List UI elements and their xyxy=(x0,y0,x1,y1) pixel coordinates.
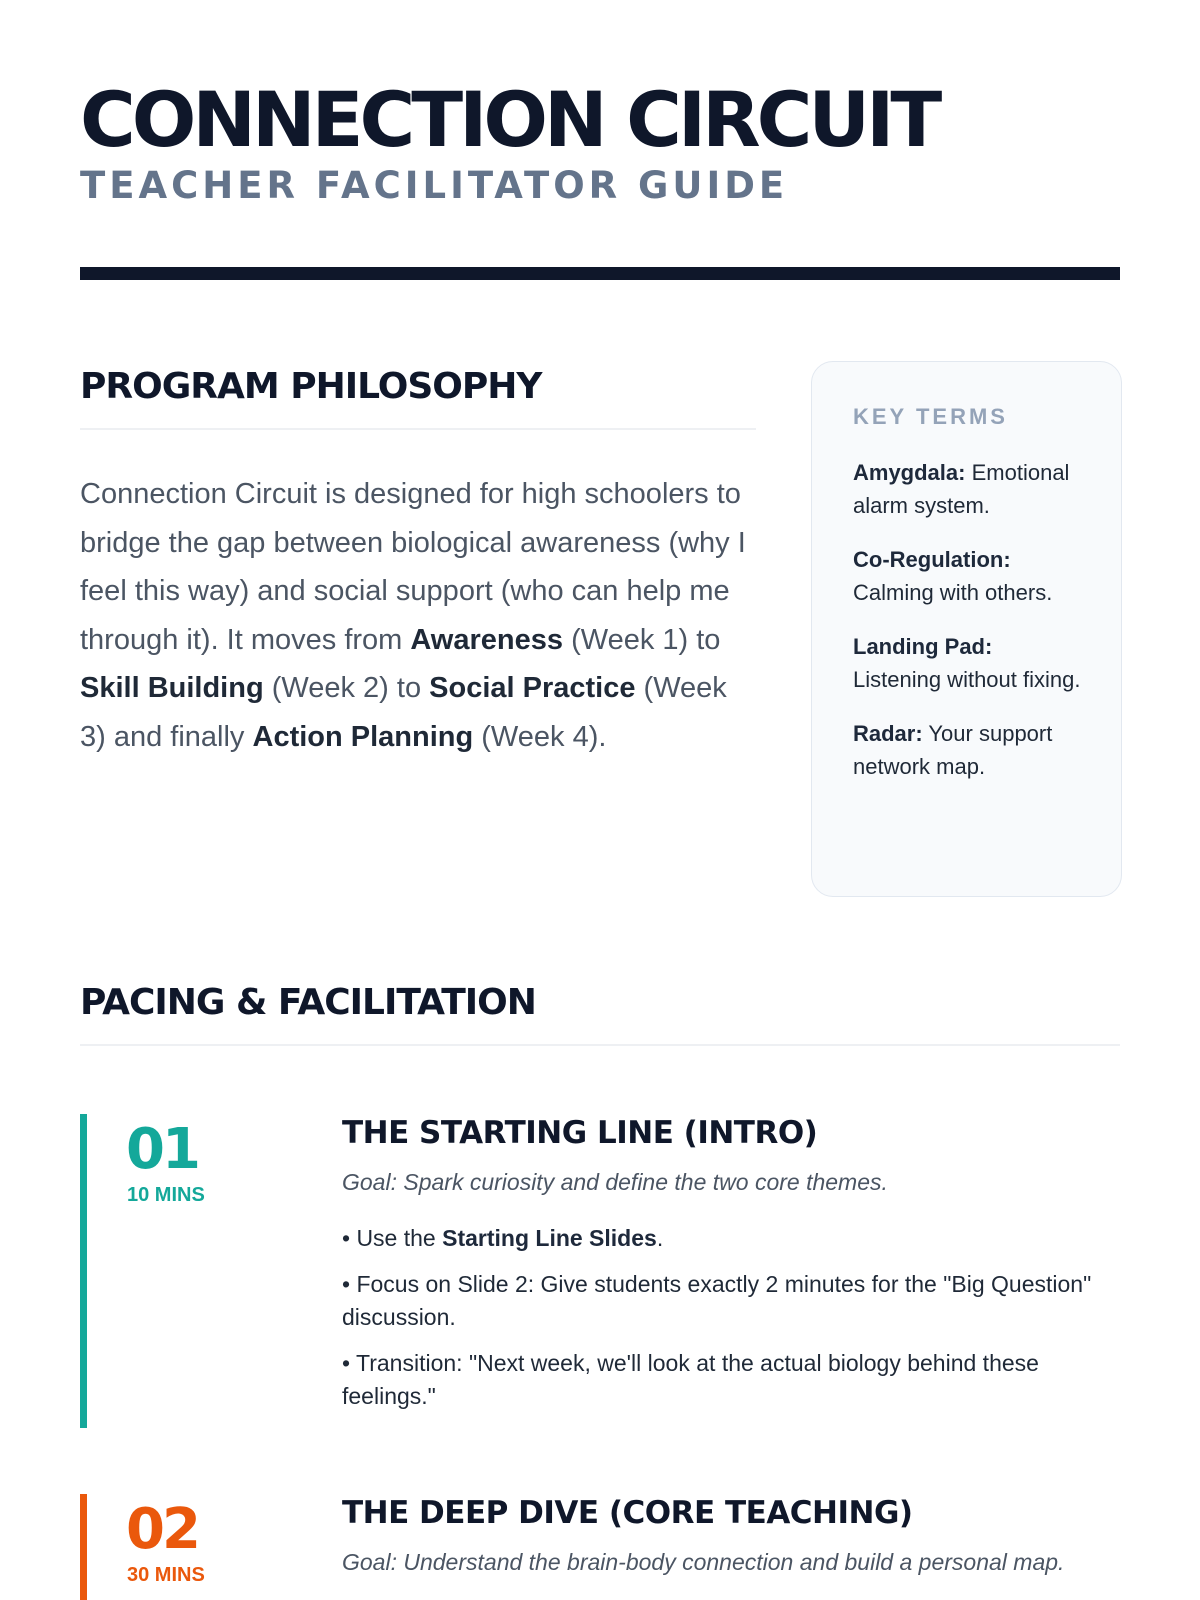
step-duration: 30 MINS xyxy=(127,1564,205,1586)
philosophy-text-segment: (Week 3) and finally xyxy=(80,672,727,753)
term-name: Radar: xyxy=(853,721,923,746)
philosophy-text-segment: (Week 1) to xyxy=(563,623,721,656)
key-term-co-regulation xyxy=(853,543,1081,609)
key-term-amygdala xyxy=(853,456,1081,522)
instruction-item xyxy=(342,1347,1122,1413)
instruction-text: . xyxy=(656,1225,664,1251)
page-subtitle: TEACHER FACILITATOR GUIDE xyxy=(80,164,789,207)
instruction-text: • Use the xyxy=(342,1225,443,1251)
term-name: Co-Regulation: xyxy=(853,547,1011,572)
term-definition: Listening without fixing. xyxy=(853,667,1081,692)
phase-social-practice: Social Practice xyxy=(429,672,636,704)
term-name: Landing Pad: xyxy=(853,634,993,659)
philosophy-paragraph xyxy=(80,470,760,761)
pacing-step-02 xyxy=(80,1494,1140,1600)
term-name: Amygdala: xyxy=(853,460,966,485)
header-divider xyxy=(80,267,1120,280)
key-term-landing-pad xyxy=(853,630,1081,696)
step-title: THE DEEP DIVE (CORE TEACHING) xyxy=(342,1495,913,1531)
term-definition: Emotional alarm system. xyxy=(853,460,1070,518)
instruction-item xyxy=(342,1222,1122,1255)
term-definition: Your support network map. xyxy=(853,721,1053,779)
phase-awareness: Awareness xyxy=(410,623,564,656)
step-instructions xyxy=(342,1222,1122,1413)
phase-skill-building: Skill Building xyxy=(80,672,264,704)
instruction-emphasis: Starting Line Slides xyxy=(442,1225,657,1251)
instruction-text: • Focus on Slide 2: Give students exactly 2 minutes for the "Big Question" discussion. xyxy=(342,1271,1092,1330)
pacing-heading: PACING & FACILITATION xyxy=(80,982,536,1023)
step-goal: Goal: Understand the brain-body connection and build a personal map. xyxy=(342,1549,1065,1575)
philosophy-heading: PROGRAM PHILOSOPHY xyxy=(80,366,542,407)
phase-action-planning: Action Planning xyxy=(252,720,474,753)
term-definition: Calming with others. xyxy=(853,580,1053,605)
pacing-step-01 xyxy=(80,1114,1140,1428)
instruction-text: • Transition: "Next week, we'll look at the actual biology behind these feelings." xyxy=(342,1350,1039,1409)
page-title: CONNECTION CIRCUIT xyxy=(80,75,939,164)
philosophy-text-segment: (Week 2) to xyxy=(263,672,430,704)
pacing-divider xyxy=(80,1044,1120,1046)
philosophy-text-segment: Connection Circuit is designed for high schoolers to bridge the gap between biological awareness (why I feel this way) and social support (who can help me through it). It moves from xyxy=(80,478,746,656)
step-content xyxy=(342,1494,1122,1579)
key-terms-heading: KEY TERMS xyxy=(853,404,1008,429)
step-number: 02 xyxy=(126,1497,198,1562)
step-title: THE STARTING LINE (INTRO) xyxy=(342,1115,818,1151)
key-terms-card xyxy=(811,361,1122,897)
step-goal: Goal: Spark curiosity and define the two core themes. xyxy=(342,1169,888,1195)
step-number: 01 xyxy=(126,1117,198,1182)
philosophy-divider xyxy=(80,428,756,430)
step-accent-bar xyxy=(80,1494,87,1600)
step-content xyxy=(342,1114,1122,1426)
key-term-radar xyxy=(853,717,1081,783)
philosophy-text-segment: (Week 4). xyxy=(473,720,607,753)
instruction-item xyxy=(342,1268,1122,1334)
step-duration: 10 MINS xyxy=(127,1184,205,1206)
step-accent-bar xyxy=(80,1114,87,1428)
